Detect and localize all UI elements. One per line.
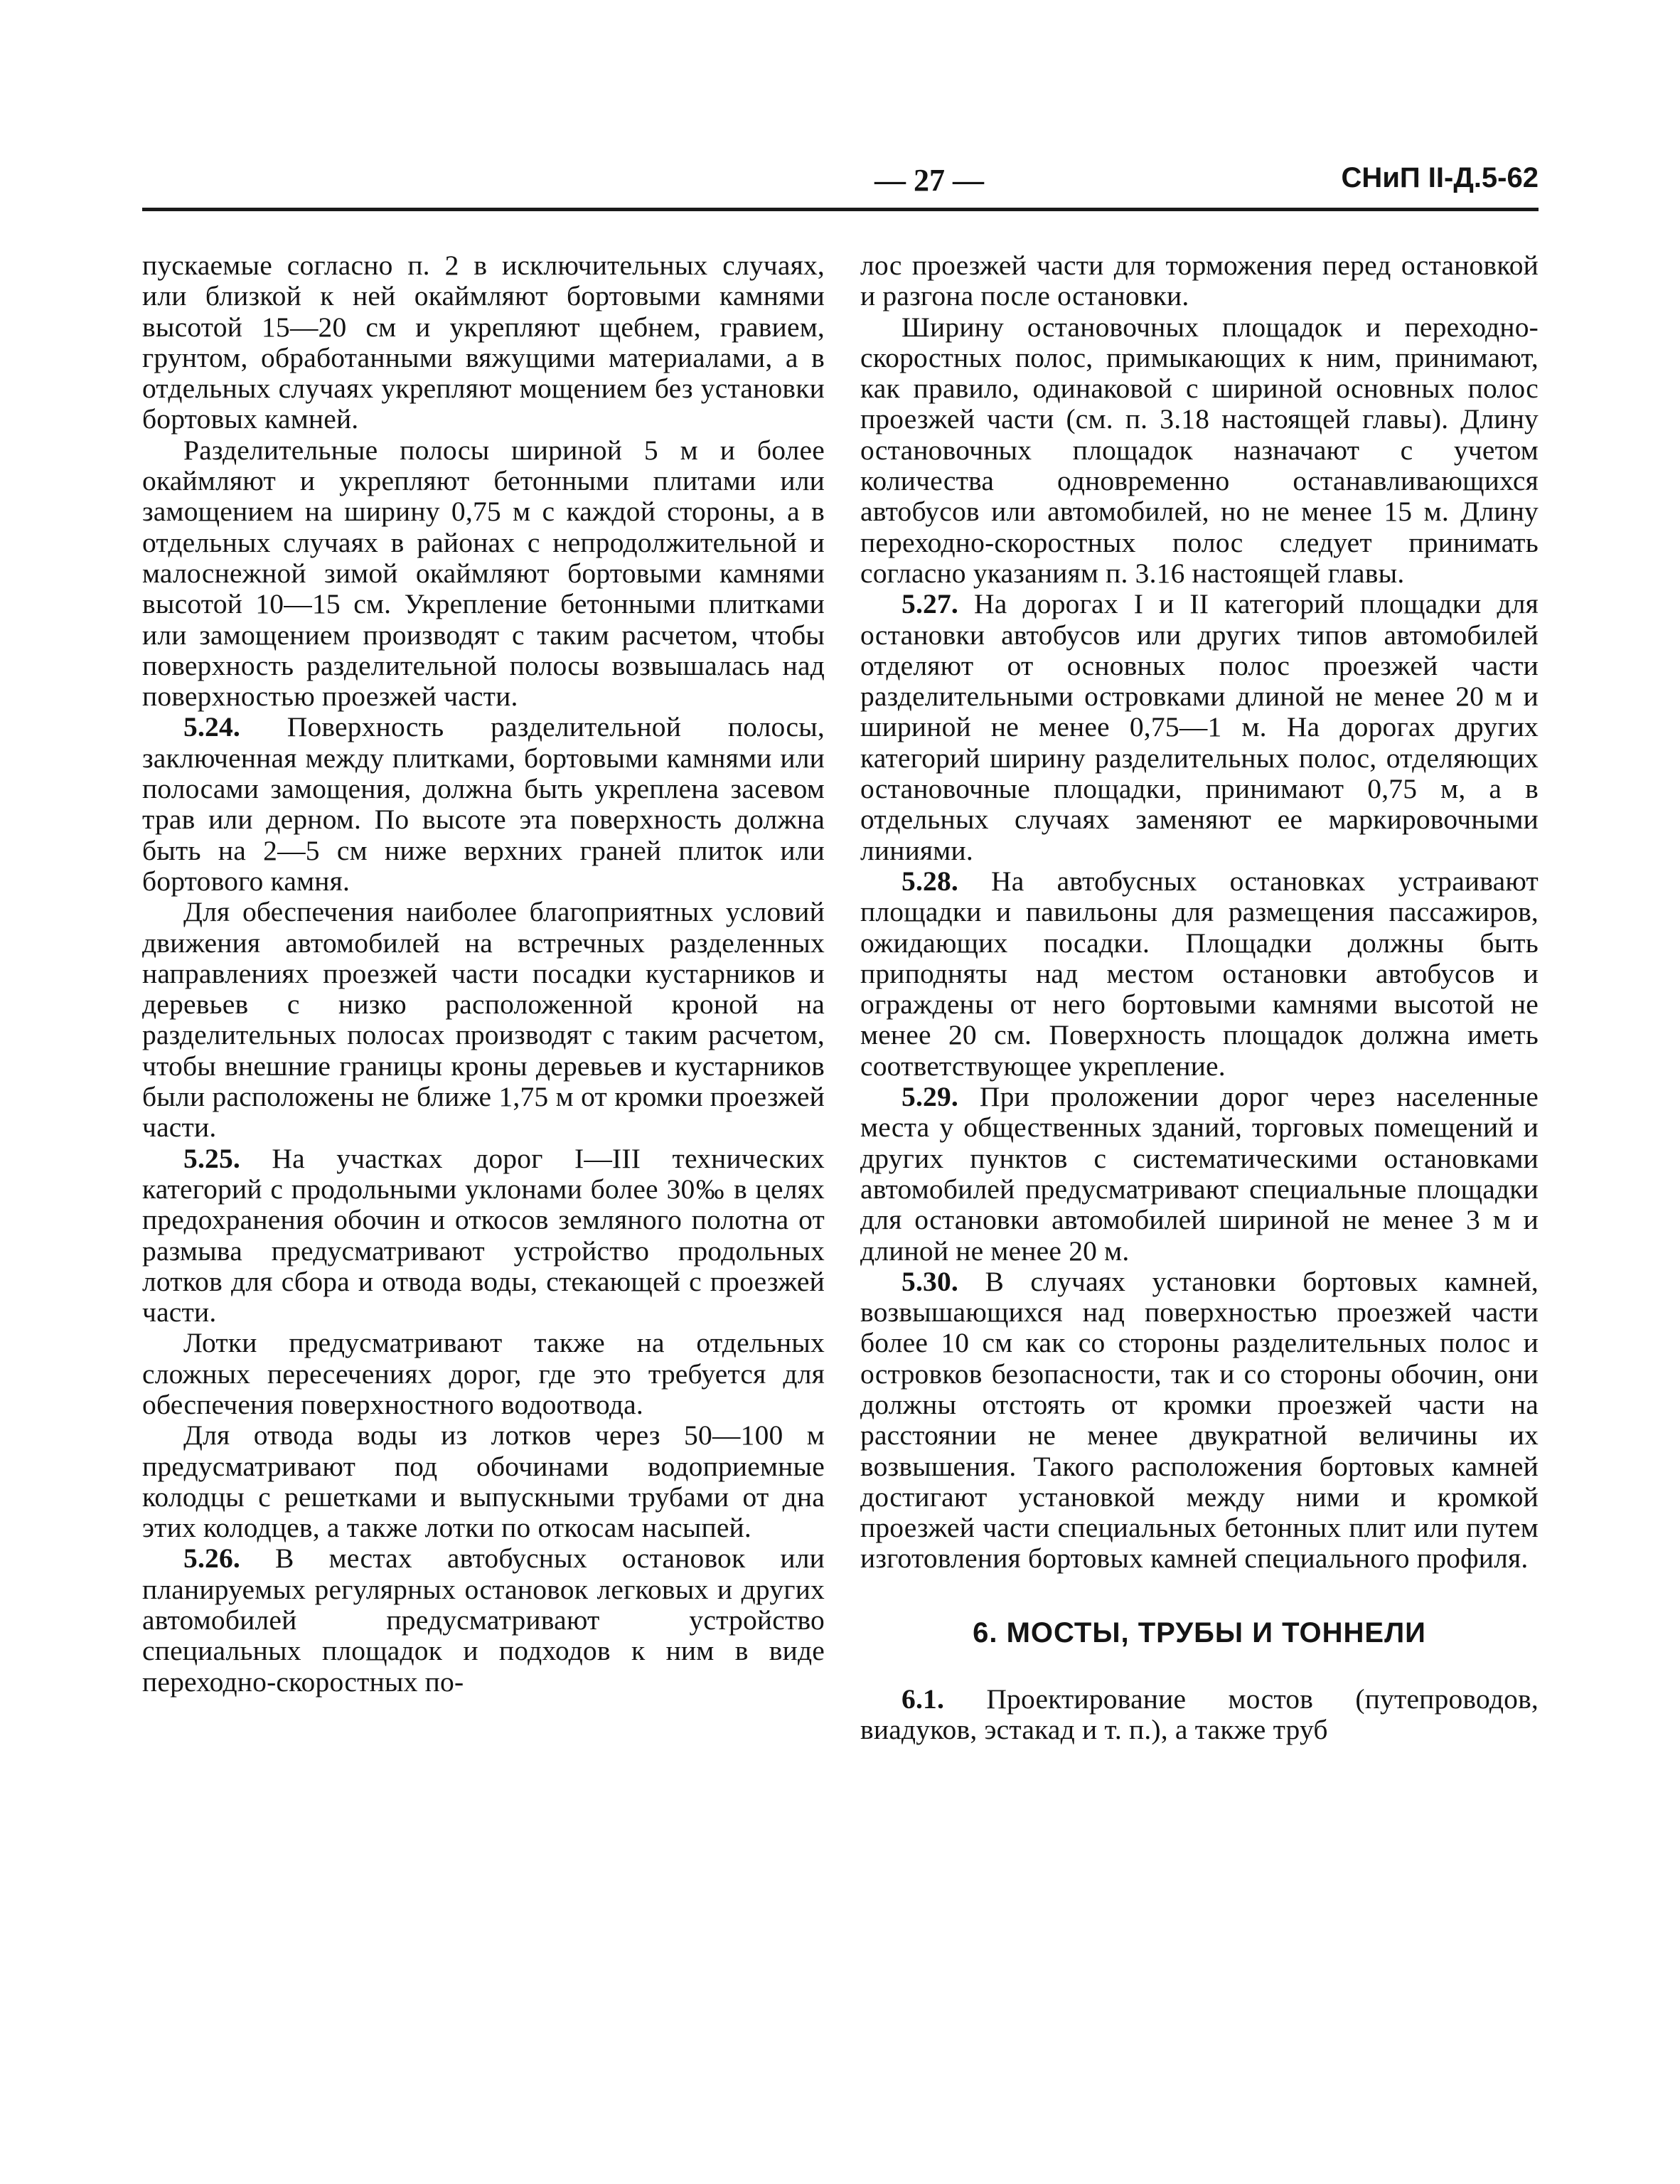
clause-number: 5.28. (901, 865, 958, 897)
right-column (860, 250, 1539, 1745)
page-header (142, 162, 1539, 212)
paragraph: лос проезжей части для торможения перед остановкой и разгона после остановки. (860, 250, 1539, 312)
clause-text: На участках дорог I—III технических категорий с продольными уклонами более 30‰ в целях предохранения обочин и откосов земляного полотна от размыва предусматривают устройство продольных лотков для сбора и отвода воды, стекающей с проезжей части. (142, 1142, 825, 1328)
paragraph: Для обеспечения наиболее благоприятных условий движения автомобилей на встречных разделенных направлениях проезжей части посадки кустарников и деревьев с низко расположенной кроной на разделительных полосах производят с таким расчетом, чтобы внешние границы кроны деревьев и кустарников были расположены не ближе 1,75 м от кромки проезжей части. (142, 896, 825, 1144)
clause-number: 5.30. (901, 1265, 958, 1297)
clause-text: На автобусных остановках устраивают площадки и павильоны для размещения пассажиров, ожидающих посадки. Площадки должны быть приподняты над местом остановки автобусов и ограждены от него бортовыми камнями высотой не менее 20 см. Поверхность площадок должна иметь соответствующее укрепление. (860, 865, 1539, 1082)
paragraph-5-29 (860, 1082, 1539, 1267)
document-code: СНиП II-Д.5-62 (1341, 162, 1539, 193)
left-column (142, 250, 825, 1698)
paragraph-5-26 (142, 1543, 825, 1697)
clause-text: При проложении дорог через населенные места у общественных зданий, торговых помещений и других пунктов с систематическими остановками автомобилей предусматривают специальные площадки для остановки автомобилей шириной не менее 3 м и длиной не менее 20 м. (860, 1081, 1539, 1267)
clause-text: Поверхность разделительной полосы, заключенная между плитками, бортовыми камнями или полосами замощения, должна быть укреплена засевом трав или дерном. По высоте эта поверхность должна быть на 2—5 см ниже верхних граней плиток или бортового камня. (142, 711, 825, 897)
header-rule (142, 208, 1539, 211)
clause-number: 5.27. (901, 588, 958, 620)
clause-number: 5.26. (183, 1543, 240, 1575)
clause-number: 5.29. (901, 1081, 958, 1113)
paragraph: Ширину остановочных площадок и переходно-скоростных полос, примыкающих к ним, принимают, как правило, одинаковой с шириной основных полос проезжей части (см. п. 3.18 настоящей главы). Длину остановочных площадок назначают с учетом количества одновременно останавливающихся автобусов или автомобилей, но не менее 15 м. Длину переходно-скоростных полос следует принимать согласно указаниям п. 3.16 настоящей главы. (860, 311, 1539, 589)
paragraph-5-27 (860, 589, 1539, 866)
paragraph-5-24 (142, 712, 825, 897)
paragraph: Лотки предусматривают также на отдельных сложных пересечениях дорог, где это требуется для обеспечения поверхностного водоотвода. (142, 1327, 825, 1420)
paragraph: Для отвода воды из лотков через 50—100 м предусматривают под обочинами водоприемные колодцы с решетками и выпускными трубами от дна этих колодцев, а также лотки по откосам насыпей. (142, 1419, 825, 1544)
paragraph-5-28 (860, 866, 1539, 1082)
clause-number: 5.25. (183, 1142, 240, 1174)
clause-text: Проектирование мостов (путепроводов, виадуков, эстакад и т. п.), а также труб (860, 1683, 1539, 1746)
paragraph: пускаемые согласно п. 2 в исключительных случаях, или близкой к ней окаймляют бортовыми камнями высотой 15—20 см и укрепляют щебнем, гравием, грунтом, обработанными вяжущими материалами, а в отдельных случаях укрепляют мощением без установки бортовых камней. (142, 250, 825, 435)
paragraph-5-30 (860, 1267, 1539, 1575)
clause-text: В случаях установки бортовых камней, возвышающихся над поверхностью проезжей части более 10 см как со стороны разделительных полос и островков безопасности, так и со стороны обочин, они должны отстоять от кромки проезжей части на расстоянии не менее двукратной величины их возвышения. Такого расположения бортовых камней достигают установкой между ними и кромкой проезжей части специальных бетонных плит или путем изготовления бортовых камней специального профиля. (860, 1265, 1539, 1575)
clause-text: На дорогах I и II категорий площадки для остановки автобусов или других типов автомобилей отделяют от основных полос проезжей части разделительными островками длиной не менее 20 м и шириной не менее 0,75—1 м. На дорогах других категорий ширину разделительных полос, отделяющих остановочные площадки, принимают 0,75 м, а в отдельных случаях заменяют ее маркировочными линиями. (860, 588, 1539, 866)
clause-text: В местах автобусных остановок или планируемых регулярных остановок легковых и других автомобилей предусматривают устройство специальных площадок и подходов к ним в виде переходно-скоростных по- (142, 1543, 825, 1698)
paragraph: Разделительные полосы шириной 5 м и более окаймляют и укрепляют бетонными плитами или замощением на ширину 0,75 м с каждой стороны, а в отдельных случаях в районах с непродолжительной и малоснежной зимой окаймляют бортовыми камнями высотой 10—15 см. Укрепление бетонными плитками или замощением производят с таким расчетом, чтобы поверхность разделительной полосы возвышалась над поверхностью проезжей части. (142, 434, 825, 713)
clause-number: 5.24. (183, 711, 240, 743)
section-heading: 6. МОСТЫ, ТРУБЫ И ТОННЕЛИ (973, 1616, 1426, 1648)
clause-number: 6.1. (901, 1683, 945, 1715)
page-number: — 27 — (874, 163, 984, 198)
paragraph-6-1 (860, 1684, 1539, 1746)
paragraph-5-25 (142, 1144, 825, 1328)
